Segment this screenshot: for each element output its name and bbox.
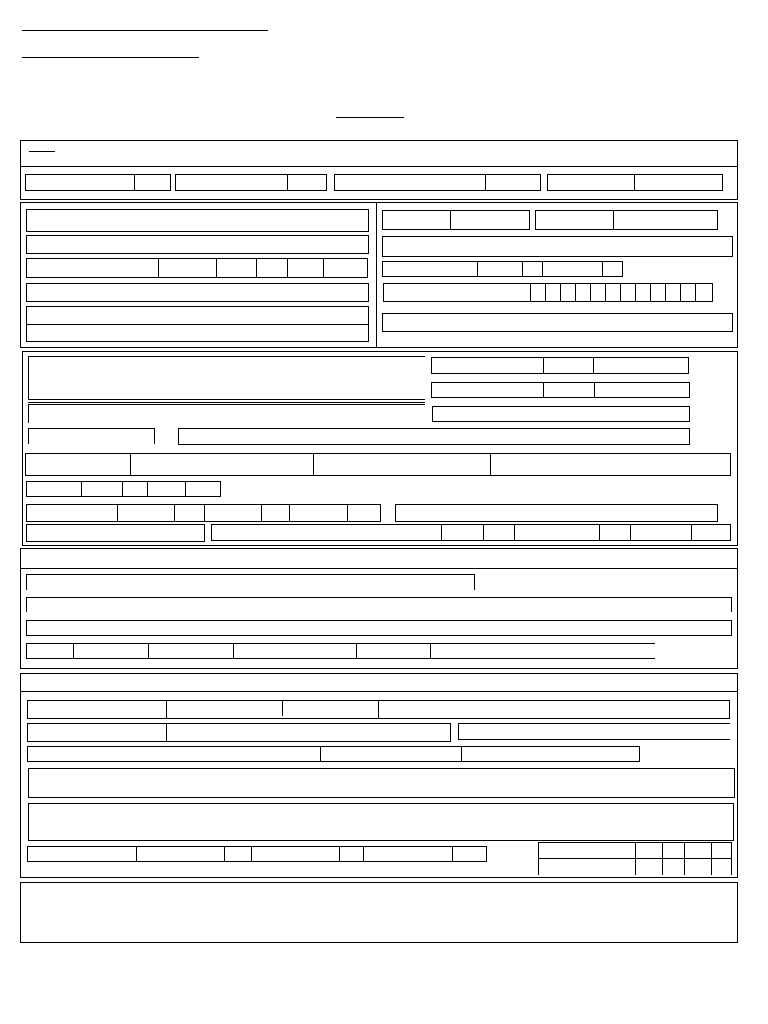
section-header-divider <box>21 166 737 167</box>
additional-field-4[interactable] <box>28 768 735 798</box>
additional-field-3b[interactable] <box>320 746 462 762</box>
contact-field-6b[interactable] <box>117 504 175 522</box>
contact-right-row-1 <box>431 357 689 374</box>
identity-right-field-10[interactable] <box>602 261 623 277</box>
details-field-2[interactable] <box>26 597 732 612</box>
contact-row-6 <box>26 504 381 522</box>
identity-digit-cell[interactable] <box>695 283 713 302</box>
additional-field-6e[interactable] <box>339 846 364 862</box>
contact-right-field-6[interactable] <box>594 382 690 398</box>
section-header-tab-line <box>29 151 55 152</box>
identity-digit-cell[interactable] <box>605 283 621 302</box>
additional-field-1b[interactable] <box>166 700 379 719</box>
additional-grid-col-3 <box>684 842 685 875</box>
additional-field-5[interactable] <box>28 803 734 841</box>
contact-field-5d[interactable] <box>147 481 186 497</box>
identity-digit-cell[interactable] <box>545 283 561 302</box>
contact-field-6c[interactable] <box>174 504 205 522</box>
additional-field-3a[interactable] <box>27 746 321 762</box>
additional-grid-col-2 <box>662 842 663 875</box>
contact-field-7h[interactable] <box>691 524 731 541</box>
identity-field-zip-b[interactable] <box>256 258 288 278</box>
contact-field-7e[interactable] <box>514 524 600 541</box>
contact-row-4 <box>25 453 731 476</box>
contact-field-4b[interactable] <box>130 453 314 476</box>
identity-field-remarks-divider <box>26 324 369 325</box>
identity-field-address[interactable] <box>26 235 369 254</box>
contact-right-field-5[interactable] <box>543 382 595 398</box>
header-field-row-4 <box>547 174 723 191</box>
contact-field-5c[interactable] <box>122 481 148 497</box>
identity-right-field-2[interactable] <box>450 210 530 230</box>
details-field-3[interactable] <box>26 620 732 636</box>
details-field-4e[interactable] <box>356 643 431 659</box>
contact-row-5 <box>26 481 221 497</box>
contact-right-field-3[interactable] <box>593 357 689 374</box>
section-notes[interactable] <box>20 882 738 943</box>
additional-grid-col-1 <box>635 842 636 875</box>
identity-right-field-9[interactable] <box>542 261 603 277</box>
details-field-4d[interactable] <box>233 643 357 659</box>
contact-field-organization[interactable] <box>28 356 425 400</box>
identity-right-row-2 <box>535 210 718 230</box>
contact-field-4c[interactable] <box>313 453 491 476</box>
contact-field-4d[interactable] <box>490 453 731 476</box>
details-field-4c[interactable] <box>148 643 234 659</box>
additional-field-1a[interactable] <box>27 700 167 719</box>
contact-field-7f[interactable] <box>599 524 631 541</box>
section-identity-column-divider <box>376 203 377 347</box>
additional-field-6c[interactable] <box>224 846 252 862</box>
identity-digit-cell[interactable] <box>590 283 606 302</box>
identity-digit-label[interactable] <box>383 283 531 302</box>
section-header-band <box>20 140 738 200</box>
additional-row-3 <box>27 746 640 762</box>
additional-field-6b[interactable] <box>136 846 225 862</box>
header-field-3[interactable] <box>175 174 288 191</box>
additional-field-2a[interactable] <box>27 723 167 742</box>
identity-digit-cell[interactable] <box>680 283 696 302</box>
contact-field-7a[interactable] <box>26 524 205 542</box>
identity-digit-cell[interactable] <box>560 283 576 302</box>
header-field-row-3 <box>334 174 541 191</box>
identity-digit-row <box>383 283 713 302</box>
additional-grid-col-4 <box>711 842 712 875</box>
header-field-4[interactable] <box>287 174 327 191</box>
section-details-divider <box>21 568 737 569</box>
identity-field-zip-d[interactable] <box>323 258 368 278</box>
identity-field-row <box>26 258 368 278</box>
additional-field-3c[interactable] <box>461 746 640 762</box>
identity-right-field-3[interactable] <box>535 210 614 230</box>
header-field-row <box>25 174 171 191</box>
identity-field-zip-c[interactable] <box>287 258 324 278</box>
contact-field-5a[interactable] <box>26 481 82 497</box>
identity-right-field-11[interactable] <box>382 313 733 332</box>
details-field-4a[interactable] <box>26 643 74 659</box>
additional-row-2 <box>27 723 451 742</box>
additional-field-2b[interactable] <box>166 723 451 742</box>
contact-field-6g[interactable] <box>347 504 381 522</box>
header-field-5[interactable] <box>334 174 486 191</box>
additional-field-6d[interactable] <box>251 846 340 862</box>
additional-row-1 <box>27 700 730 719</box>
identity-digit-cell[interactable] <box>530 283 546 302</box>
contact-field-street[interactable] <box>28 404 425 423</box>
form-title-line <box>22 30 268 31</box>
contact-field-7g[interactable] <box>630 524 692 541</box>
contact-field-6a[interactable] <box>26 504 118 522</box>
contact-right-field-4[interactable] <box>431 382 544 398</box>
section-additional-divider <box>21 691 737 692</box>
additional-field-1-divider <box>282 700 283 716</box>
contact-right-field-7[interactable] <box>432 406 690 422</box>
contact-field-7d[interactable] <box>483 524 515 541</box>
contact-field-long[interactable] <box>178 428 690 445</box>
additional-field-6a[interactable] <box>27 846 137 862</box>
additional-field-6g[interactable] <box>452 846 487 862</box>
identity-field-city[interactable] <box>26 258 159 278</box>
identity-field-zip-a[interactable] <box>216 258 257 278</box>
contact-field-short[interactable] <box>28 428 155 444</box>
contact-field-6e[interactable] <box>261 504 290 522</box>
contact-field-4a[interactable] <box>25 453 131 476</box>
identity-digit-cell[interactable] <box>650 283 666 302</box>
header-field-1[interactable] <box>25 174 135 191</box>
contact-field-6d[interactable] <box>204 504 262 522</box>
identity-right-row-3 <box>382 261 623 277</box>
identity-right-field-6[interactable] <box>382 261 478 277</box>
identity-field-email[interactable] <box>26 283 369 302</box>
identity-right-row-1 <box>382 210 530 230</box>
details-field-1[interactable] <box>26 574 475 590</box>
additional-row-6 <box>27 846 487 862</box>
identity-field-state[interactable] <box>158 258 217 278</box>
header-field-row-2 <box>175 174 327 191</box>
contact-row-7 <box>211 524 731 541</box>
contact-field-organization-underline <box>28 402 425 403</box>
contact-right-row-2 <box>431 382 690 398</box>
contact-field-5b[interactable] <box>81 481 123 497</box>
identity-right-field-7[interactable] <box>477 261 523 277</box>
header-field-8[interactable] <box>634 174 723 191</box>
contact-right-field-1[interactable] <box>431 357 544 374</box>
details-field-4f[interactable] <box>430 643 655 659</box>
contact-field-7c[interactable] <box>441 524 484 541</box>
identity-digit-cell[interactable] <box>620 283 636 302</box>
identity-digit-cell[interactable] <box>635 283 651 302</box>
form-subtitle-line <box>22 57 199 58</box>
form-heading-line <box>336 117 404 118</box>
identity-field-name[interactable] <box>26 209 369 232</box>
additional-field-6f[interactable] <box>363 846 453 862</box>
contact-field-6h[interactable] <box>395 504 718 522</box>
identity-right-field-4[interactable] <box>613 210 718 230</box>
details-row-4 <box>26 643 655 659</box>
additional-field-2c[interactable] <box>458 723 730 740</box>
header-field-7[interactable] <box>547 174 635 191</box>
identity-right-field-8[interactable] <box>522 261 543 277</box>
identity-right-field-5[interactable] <box>382 236 733 257</box>
identity-right-field-1[interactable] <box>382 210 451 230</box>
details-field-4b[interactable] <box>73 643 149 659</box>
identity-digit-cell[interactable] <box>575 283 591 302</box>
contact-field-6f[interactable] <box>289 504 348 522</box>
header-field-6[interactable] <box>485 174 541 191</box>
identity-digit-cell[interactable] <box>665 283 681 302</box>
header-field-2[interactable] <box>134 174 171 191</box>
additional-field-1c[interactable] <box>378 700 730 719</box>
contact-field-5e[interactable] <box>185 481 221 497</box>
contact-field-7b[interactable] <box>211 524 442 541</box>
contact-right-field-2[interactable] <box>543 357 594 374</box>
